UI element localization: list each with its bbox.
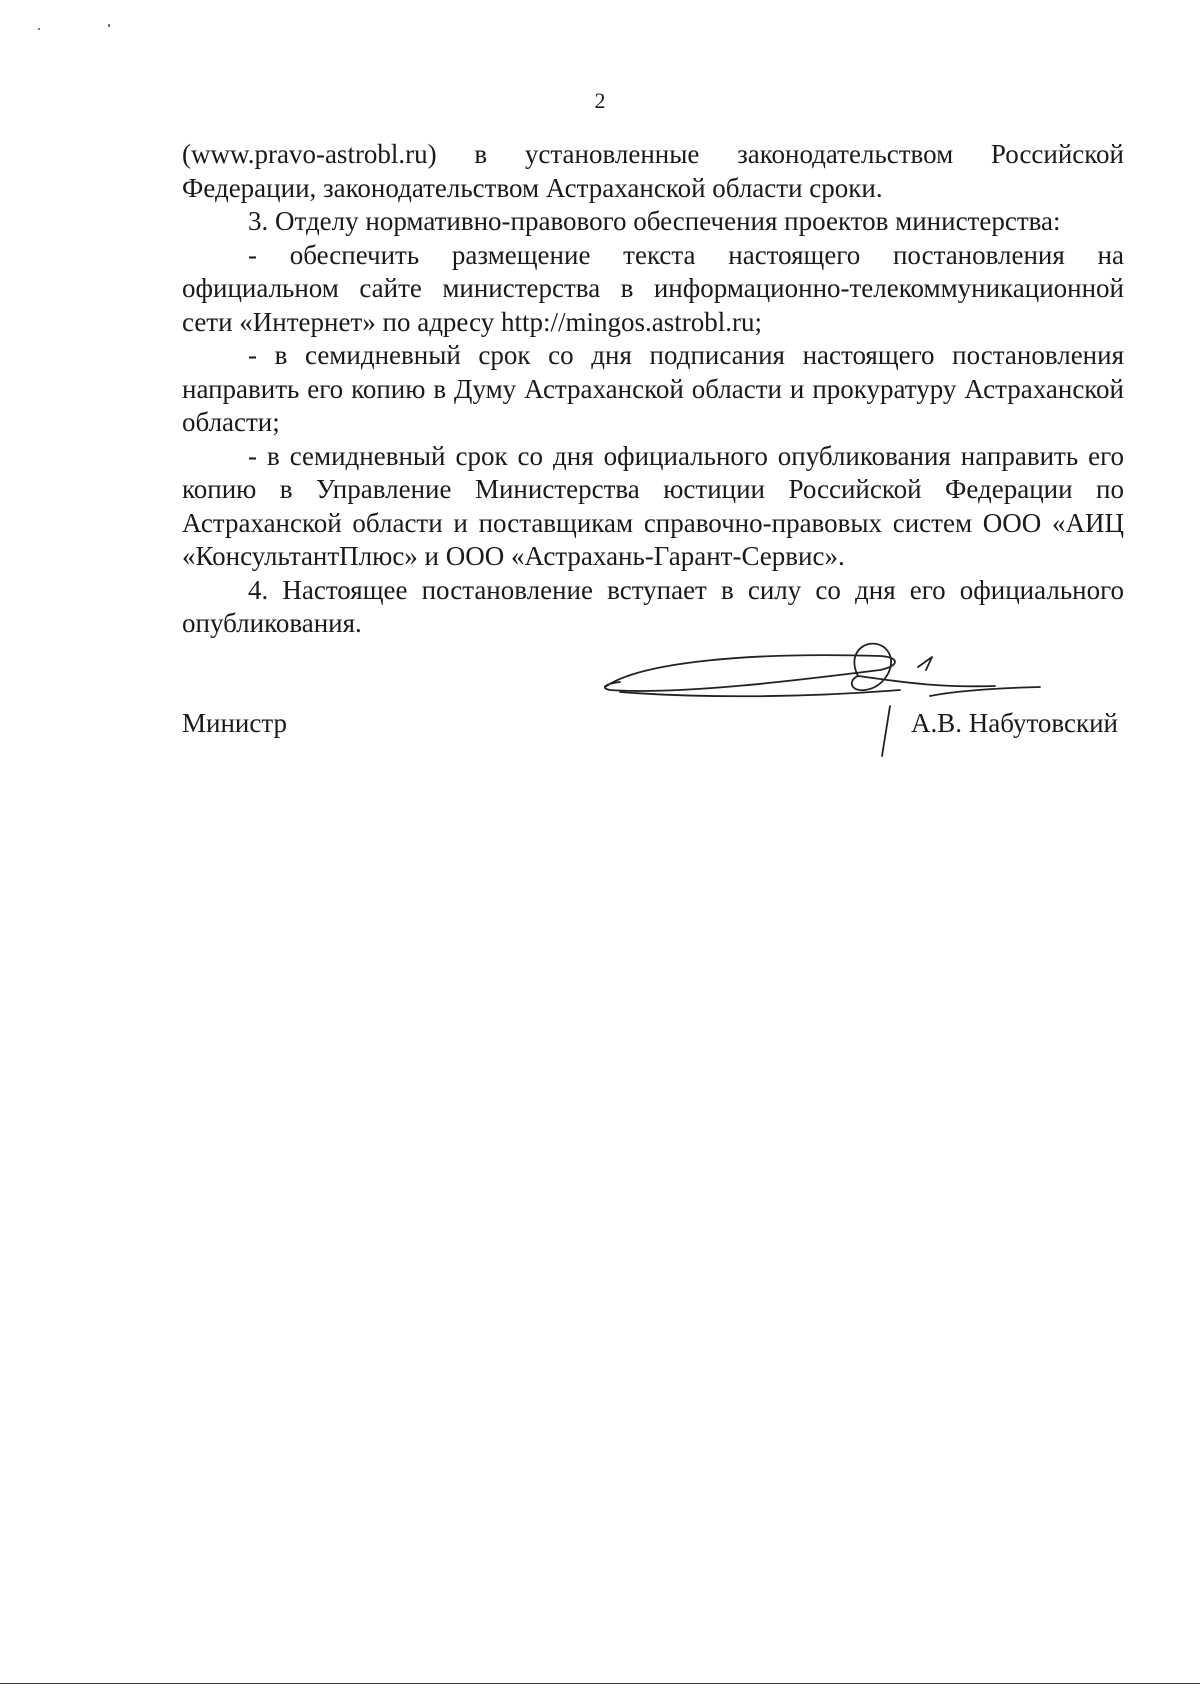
paragraph-continuation: (www.pravo-astrobl.ru) в установленные законодательством Российской Федерации, законодательством Астраханской области сроки. [182,139,1124,203]
scan-speck [108,24,110,27]
signer-position: Министр [182,708,287,738]
paragraph-subitem-duma: - в семидневный срок со дня подписания настоящего постановления направить его копию в Думу Астраханской области и прокуратуру Астраханской области; [182,340,1124,437]
signer-name: А.В. Набутовский [911,708,1118,738]
scan-speck [38,28,40,30]
paragraph-subitem-justice: - в семидневный срок со дня официального опубликования направить его копию в Управление Министерства юстиции Российской Федерации по Астраханской области и поставщикам справочно-правовых систем ООО «АИЦ «КонсультантПлюс» и ООО «Астрахань-Гарант-Сервис». [182,440,1124,571]
page-number: 2 [594,88,606,113]
document-body [182,138,1124,641]
paragraph-subitem-publish: - обеспечить размещение текста настоящего постановления на официальном сайте министерства в информационно-телекоммуникационной сети «Интернет» по адресу http://mingos.astrobl.ru; [182,239,1124,337]
bottom-rule [0,1683,1200,1684]
paragraph-item-4: 4. Настоящее постановление вступает в силу со дня его официального опубликования. [182,574,1124,638]
paragraph-item-3: 3. Отделу нормативно-правового обеспечения проектов министерства: [248,206,1061,236]
signature-block [182,700,1124,760]
